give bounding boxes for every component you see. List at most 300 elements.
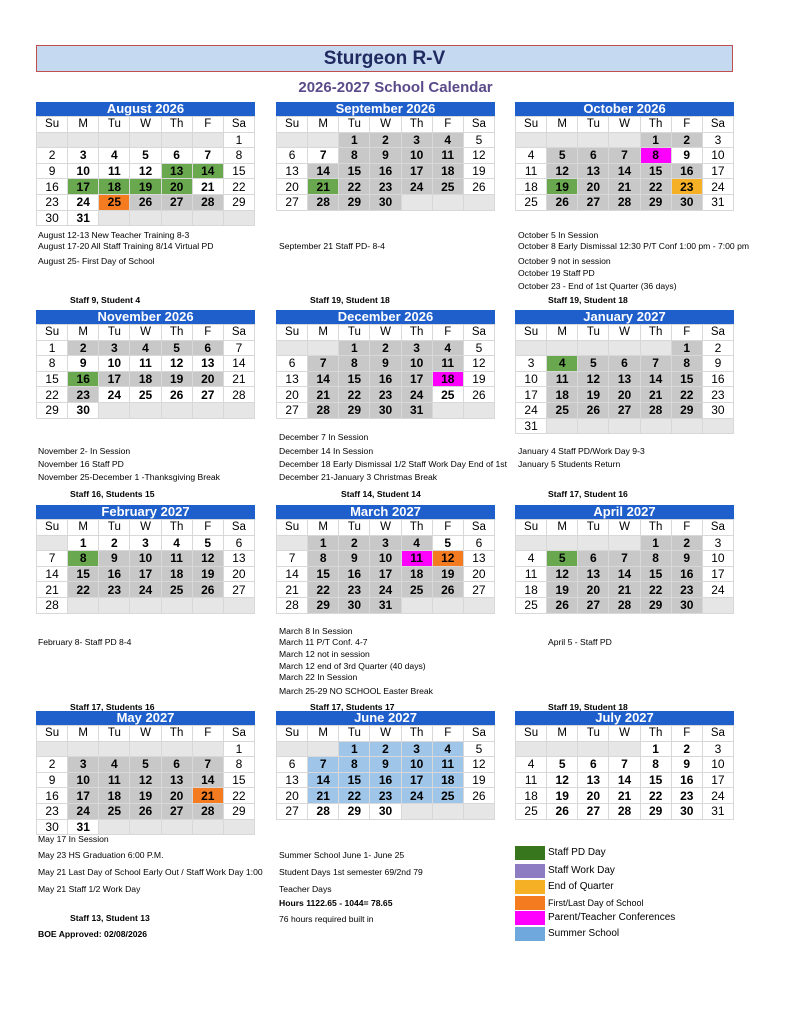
day-cell: 15 <box>640 163 671 179</box>
weekday-header: Su <box>516 117 547 133</box>
day-cell: 21 <box>192 179 223 195</box>
day-cell: 30 <box>37 819 68 835</box>
day-cell: 21 <box>609 788 640 804</box>
day-cell: 20 <box>277 788 308 804</box>
day-cell: 25 <box>432 179 463 195</box>
empty-cell <box>192 402 223 418</box>
day-cell: 9 <box>37 163 68 179</box>
note-nov-1: November 16 Staff PD <box>38 459 124 469</box>
empty-cell <box>547 418 578 434</box>
month-table <box>515 725 734 820</box>
staff-count-dec: Staff 14, Student 14 <box>341 489 421 499</box>
empty-cell <box>609 132 640 148</box>
note-mar-2: March 12 not in session <box>279 649 370 659</box>
note-oct-4: October 23 - End of 1st Quarter (36 days) <box>518 281 677 291</box>
empty-cell <box>516 340 547 356</box>
note-sep-0: September 21 Staff PD- 8-4 <box>279 241 385 251</box>
weekday-header: Th <box>401 117 432 133</box>
weekday-header: M <box>547 325 578 341</box>
day-cell: 27 <box>463 582 494 598</box>
day-cell: 31 <box>702 803 733 819</box>
day-cell: 17 <box>401 163 432 179</box>
day-cell: 15 <box>671 371 702 387</box>
weekday-header: M <box>68 520 99 536</box>
day-cell: 4 <box>432 741 463 757</box>
empty-cell <box>68 741 99 757</box>
day-cell: 1 <box>671 340 702 356</box>
day-cell: 17 <box>702 163 733 179</box>
note-oct-3: October 19 Staff PD <box>518 268 595 278</box>
day-cell: 1 <box>223 741 254 757</box>
day-cell: 22 <box>339 387 370 403</box>
empty-cell <box>547 132 578 148</box>
weekday-header: F <box>671 726 702 742</box>
weekday-header: Su <box>516 325 547 341</box>
staff-count-sep: Staff 19, Student 18 <box>310 295 390 305</box>
weekday-header: W <box>370 726 401 742</box>
day-cell: 22 <box>640 179 671 195</box>
day-cell: 25 <box>99 194 130 210</box>
day-cell: 16 <box>671 772 702 788</box>
empty-cell <box>223 210 254 226</box>
day-cell: 14 <box>308 371 339 387</box>
day-cell: 21 <box>640 387 671 403</box>
day-cell: 24 <box>370 582 401 598</box>
day-cell: 10 <box>370 551 401 567</box>
month-title: January 2027 <box>515 310 734 324</box>
day-cell: 12 <box>130 772 161 788</box>
day-cell: 7 <box>640 356 671 372</box>
day-cell: 8 <box>339 148 370 164</box>
empty-cell <box>99 132 130 148</box>
note-jun-2: Teacher Days <box>279 884 332 894</box>
day-cell: 31 <box>68 210 99 226</box>
day-cell: 9 <box>68 356 99 372</box>
empty-cell <box>578 535 609 551</box>
day-cell: 25 <box>432 788 463 804</box>
weekday-header: F <box>671 117 702 133</box>
empty-cell <box>702 418 733 434</box>
day-cell: 26 <box>547 803 578 819</box>
weekday-header: Tu <box>578 520 609 536</box>
day-cell: 8 <box>223 757 254 773</box>
month-title: October 2026 <box>515 102 734 116</box>
empty-cell <box>37 535 68 551</box>
note-oct-1: October 8 Early Dismissal 12:30 P/T Conf 1:00 pm - 7:00 pm <box>518 241 750 251</box>
day-cell: 29 <box>640 597 671 613</box>
day-cell: 17 <box>370 566 401 582</box>
weekday-header: F <box>671 520 702 536</box>
day-cell: 3 <box>401 132 432 148</box>
day-cell: 16 <box>99 566 130 582</box>
day-cell: 28 <box>192 803 223 819</box>
day-cell: 27 <box>223 582 254 598</box>
month-title: February 2027 <box>36 505 255 519</box>
empty-cell <box>609 340 640 356</box>
weekday-header: Th <box>640 520 671 536</box>
day-cell: 18 <box>547 387 578 403</box>
weekday-header: Sa <box>463 726 494 742</box>
day-cell: 25 <box>401 582 432 598</box>
day-cell: 15 <box>640 566 671 582</box>
day-cell: 27 <box>277 803 308 819</box>
day-cell: 24 <box>401 179 432 195</box>
day-cell: 4 <box>547 356 578 372</box>
weekday-header: W <box>130 117 161 133</box>
day-cell: 18 <box>516 179 547 195</box>
day-cell: 16 <box>37 179 68 195</box>
weekday-header: Su <box>37 726 68 742</box>
month-table <box>36 725 255 835</box>
weekday-header: F <box>432 325 463 341</box>
day-cell: 7 <box>609 551 640 567</box>
note-jun-3: Hours 1122.65 - 1044= 78.65 <box>279 898 393 908</box>
day-cell: 24 <box>401 788 432 804</box>
month-table <box>515 116 734 211</box>
day-cell: 1 <box>68 535 99 551</box>
day-cell: 18 <box>432 772 463 788</box>
day-cell: 26 <box>547 194 578 210</box>
weekday-header: Th <box>401 325 432 341</box>
empty-cell <box>223 402 254 418</box>
day-cell: 20 <box>223 566 254 582</box>
day-cell: 5 <box>463 340 494 356</box>
day-cell: 13 <box>161 772 192 788</box>
day-cell: 28 <box>223 387 254 403</box>
staff-count-may: Staff 13, Student 13 <box>70 913 150 923</box>
weekday-header: M <box>547 520 578 536</box>
day-cell: 2 <box>99 535 130 551</box>
day-cell: 1 <box>640 741 671 757</box>
day-cell: 11 <box>516 772 547 788</box>
day-cell: 3 <box>130 535 161 551</box>
day-cell: 19 <box>547 788 578 804</box>
day-cell: 31 <box>401 402 432 418</box>
empty-cell <box>130 402 161 418</box>
note-mar-3: March 12 end of 3rd Quarter (40 days) <box>279 661 426 671</box>
day-cell: 8 <box>339 757 370 773</box>
day-cell: 27 <box>192 387 223 403</box>
note-oct-0: October 5 In Session <box>518 230 599 240</box>
weekday-header: Tu <box>99 726 130 742</box>
day-cell: 15 <box>339 371 370 387</box>
day-cell: 19 <box>463 371 494 387</box>
empty-cell <box>432 803 463 819</box>
day-cell: 23 <box>671 179 702 195</box>
day-cell: 11 <box>547 371 578 387</box>
day-cell: 20 <box>578 582 609 598</box>
day-cell: 13 <box>277 772 308 788</box>
empty-cell <box>578 132 609 148</box>
day-cell: 22 <box>640 582 671 598</box>
empty-cell <box>223 819 254 835</box>
day-cell: 30 <box>68 402 99 418</box>
empty-cell <box>68 132 99 148</box>
empty-cell <box>516 741 547 757</box>
staff-count-feb: Staff 17, Students 16 <box>70 702 155 712</box>
empty-cell <box>68 597 99 613</box>
weekday-header: Tu <box>339 117 370 133</box>
day-cell: 14 <box>192 163 223 179</box>
day-cell: 7 <box>308 148 339 164</box>
day-cell: 29 <box>640 803 671 819</box>
day-cell: 5 <box>192 535 223 551</box>
month-february-2027 <box>36 505 255 614</box>
day-cell: 7 <box>308 757 339 773</box>
day-cell: 13 <box>578 772 609 788</box>
day-cell: 18 <box>516 788 547 804</box>
day-cell: 25 <box>432 387 463 403</box>
empty-cell <box>609 535 640 551</box>
weekday-header: Th <box>640 726 671 742</box>
day-cell: 23 <box>68 387 99 403</box>
weekday-header: Tu <box>99 117 130 133</box>
day-cell: 11 <box>516 163 547 179</box>
day-cell: 17 <box>68 179 99 195</box>
day-cell: 20 <box>161 788 192 804</box>
weekday-header: Sa <box>223 117 254 133</box>
day-cell: 19 <box>192 566 223 582</box>
day-cell: 10 <box>68 163 99 179</box>
weekday-header: Sa <box>223 726 254 742</box>
day-cell: 17 <box>702 566 733 582</box>
day-cell: 15 <box>37 371 68 387</box>
day-cell: 4 <box>99 148 130 164</box>
empty-cell <box>161 210 192 226</box>
day-cell: 3 <box>702 132 733 148</box>
day-cell: 11 <box>161 551 192 567</box>
empty-cell <box>308 132 339 148</box>
empty-cell <box>192 597 223 613</box>
day-cell: 27 <box>161 803 192 819</box>
day-cell: 22 <box>308 582 339 598</box>
day-cell: 11 <box>401 551 432 567</box>
day-cell: 23 <box>37 194 68 210</box>
empty-cell <box>578 340 609 356</box>
empty-cell <box>161 402 192 418</box>
day-cell: 15 <box>339 163 370 179</box>
month-table <box>36 116 255 226</box>
day-cell: 9 <box>99 551 130 567</box>
weekday-header: Sa <box>223 325 254 341</box>
day-cell: 13 <box>578 163 609 179</box>
day-cell: 8 <box>640 148 671 164</box>
day-cell: 28 <box>609 194 640 210</box>
day-cell: 28 <box>640 402 671 418</box>
month-april-2027 <box>515 505 734 614</box>
staff-count-mar: Staff 17, Students 17 <box>310 702 395 712</box>
day-cell: 7 <box>609 757 640 773</box>
day-cell: 18 <box>516 582 547 598</box>
day-cell: 31 <box>68 819 99 835</box>
day-cell: 9 <box>37 772 68 788</box>
day-cell: 26 <box>130 803 161 819</box>
day-cell: 4 <box>432 132 463 148</box>
note-aug-2: August 25- First Day of School <box>38 256 155 266</box>
day-cell: 6 <box>277 757 308 773</box>
weekday-header: M <box>68 726 99 742</box>
month-table <box>276 324 495 419</box>
empty-cell <box>578 418 609 434</box>
day-cell: 12 <box>547 772 578 788</box>
empty-cell <box>609 418 640 434</box>
empty-cell <box>308 741 339 757</box>
day-cell: 28 <box>308 194 339 210</box>
day-cell: 21 <box>192 788 223 804</box>
month-october-2026 <box>515 102 734 211</box>
day-cell: 19 <box>547 582 578 598</box>
weekday-header: F <box>432 117 463 133</box>
day-cell: 17 <box>68 788 99 804</box>
note-dec-0: December 7 In Session <box>279 432 369 442</box>
legend-swatch-conferences <box>515 911 545 925</box>
day-cell: 21 <box>37 582 68 598</box>
day-cell: 16 <box>370 163 401 179</box>
empty-cell <box>308 340 339 356</box>
day-cell: 9 <box>370 148 401 164</box>
day-cell: 14 <box>640 371 671 387</box>
empty-cell <box>432 597 463 613</box>
day-cell: 19 <box>463 163 494 179</box>
day-cell: 25 <box>516 597 547 613</box>
empty-cell <box>463 597 494 613</box>
day-cell: 7 <box>192 757 223 773</box>
day-cell: 30 <box>370 402 401 418</box>
day-cell: 7 <box>277 551 308 567</box>
empty-cell <box>161 597 192 613</box>
month-title: May 2027 <box>36 711 255 725</box>
note-mar-5: March 25-29 NO SCHOOL Easter Break <box>279 686 433 696</box>
day-cell: 26 <box>463 788 494 804</box>
empty-cell <box>99 597 130 613</box>
day-cell: 28 <box>37 597 68 613</box>
day-cell: 2 <box>339 535 370 551</box>
day-cell: 29 <box>671 402 702 418</box>
day-cell: 2 <box>37 148 68 164</box>
empty-cell <box>161 132 192 148</box>
month-september-2026 <box>276 102 495 211</box>
day-cell: 8 <box>223 148 254 164</box>
school-title: Sturgeon R-V <box>36 45 733 72</box>
day-cell: 26 <box>547 597 578 613</box>
empty-cell <box>547 340 578 356</box>
day-cell: 8 <box>68 551 99 567</box>
day-cell: 22 <box>223 788 254 804</box>
day-cell: 13 <box>223 551 254 567</box>
day-cell: 31 <box>516 418 547 434</box>
empty-cell <box>463 402 494 418</box>
day-cell: 3 <box>516 356 547 372</box>
day-cell: 3 <box>702 741 733 757</box>
weekday-header: Su <box>277 726 308 742</box>
day-cell: 2 <box>68 340 99 356</box>
day-cell: 5 <box>547 148 578 164</box>
month-november-2026 <box>36 310 255 419</box>
day-cell: 1 <box>223 132 254 148</box>
legend-label-staff-pd: Staff PD Day <box>548 847 606 858</box>
empty-cell <box>432 402 463 418</box>
day-cell: 21 <box>223 371 254 387</box>
legend-label-summer: Summer School <box>548 928 620 939</box>
day-cell: 20 <box>578 788 609 804</box>
staff-count-oct: Staff 19, Student 18 <box>548 295 628 305</box>
day-cell: 20 <box>277 387 308 403</box>
day-cell: 21 <box>277 582 308 598</box>
weekday-header: Su <box>516 520 547 536</box>
weekday-header: Sa <box>702 325 733 341</box>
day-cell: 28 <box>192 194 223 210</box>
weekday-header: W <box>130 726 161 742</box>
empty-cell <box>463 803 494 819</box>
weekday-header: M <box>308 520 339 536</box>
day-cell: 23 <box>671 788 702 804</box>
weekday-header: Su <box>37 520 68 536</box>
weekday-header: Tu <box>99 520 130 536</box>
day-cell: 23 <box>702 387 733 403</box>
day-cell: 12 <box>192 551 223 567</box>
day-cell: 13 <box>463 551 494 567</box>
day-cell: 14 <box>277 566 308 582</box>
day-cell: 14 <box>37 566 68 582</box>
weekday-header: Th <box>640 117 671 133</box>
day-cell: 29 <box>339 803 370 819</box>
day-cell: 19 <box>161 371 192 387</box>
day-cell: 1 <box>339 741 370 757</box>
day-cell: 16 <box>671 566 702 582</box>
day-cell: 4 <box>516 148 547 164</box>
day-cell: 27 <box>277 402 308 418</box>
day-cell: 20 <box>192 371 223 387</box>
weekday-header: Su <box>37 325 68 341</box>
day-cell: 2 <box>370 132 401 148</box>
weekday-header: W <box>609 520 640 536</box>
day-cell: 14 <box>223 356 254 372</box>
note-dec-2: December 18 Early Dismissal 1/2 Staff Work Day End of 1st <box>279 459 507 469</box>
weekday-header: M <box>308 726 339 742</box>
day-cell: 22 <box>68 582 99 598</box>
day-cell: 4 <box>432 340 463 356</box>
day-cell: 16 <box>370 772 401 788</box>
empty-cell <box>516 535 547 551</box>
day-cell: 14 <box>609 772 640 788</box>
empty-cell <box>401 803 432 819</box>
legend-swatch-summer <box>515 927 545 941</box>
month-table <box>36 324 255 419</box>
day-cell: 10 <box>702 757 733 773</box>
note-may-0: May 17 In Session <box>38 834 109 844</box>
day-cell: 26 <box>161 387 192 403</box>
month-title: March 2027 <box>276 505 495 519</box>
note-jan-1: January 5 Students Return <box>518 459 621 469</box>
day-cell: 7 <box>223 340 254 356</box>
day-cell: 20 <box>578 179 609 195</box>
day-cell: 13 <box>578 566 609 582</box>
day-cell: 8 <box>671 356 702 372</box>
day-cell: 7 <box>308 356 339 372</box>
weekday-header: F <box>432 520 463 536</box>
day-cell: 26 <box>463 387 494 403</box>
day-cell: 1 <box>339 340 370 356</box>
day-cell: 22 <box>671 387 702 403</box>
day-cell: 5 <box>547 551 578 567</box>
empty-cell <box>130 819 161 835</box>
legend-swatch-staff-work <box>515 864 545 878</box>
day-cell: 4 <box>516 551 547 567</box>
day-cell: 11 <box>130 356 161 372</box>
day-cell: 20 <box>463 566 494 582</box>
day-cell: 12 <box>463 148 494 164</box>
day-cell: 7 <box>37 551 68 567</box>
